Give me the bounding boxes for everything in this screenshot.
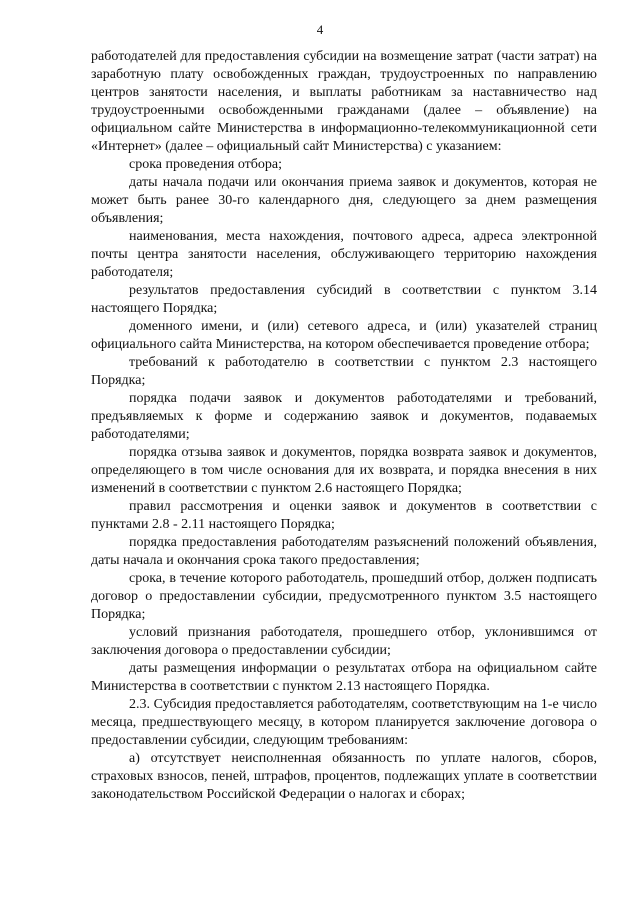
paragraph: правил рассмотрения и оценки заявок и документов в соответствии с пунктами 2.8 - 2.11 настоящего Порядка; <box>91 499 597 532</box>
paragraph: работодателей для предоставления субсидии на возмещение затрат (части затрат) на заработную плату освобожденных граждан, трудоустроенных по направлению центров занятости населения, и выплаты работникам за наставничество над трудоустроенными освобожденными гражданами (далее – объявление) на официальном сайте Министерства в информационно-телекоммуникационной сети «Интернет» (далее – официальный сайт Министерства) с указанием: <box>91 49 597 154</box>
paragraph: результатов предоставления субсидий в соответствии с пунктом 3.14 настоящего Порядка; <box>91 283 597 316</box>
paragraph: порядка подачи заявок и документов работодателями и требований, предъявляемых к форме и содержанию заявок и документов, подаваемых работодателями; <box>91 391 597 442</box>
paragraph: доменного имени, и (или) сетевого адреса, и (или) указателей страниц официального сайта Министерства, на котором обеспечивается проведение отбора; <box>91 319 597 352</box>
paragraph: 2.3. Субсидия предоставляется работодателям, соответствующим на 1-е число месяца, предшествующего месяцу, в котором планируется заключение договора о предоставлении субсидии, следующим требованиям: <box>91 697 597 748</box>
paragraph: порядка отзыва заявок и документов, порядка возврата заявок и документов, определяющего в том числе основания для их возврата, и порядка внесения в них изменений в соответствии с пунктом 2.6 настоящего Порядка; <box>91 445 597 496</box>
page-number: 4 <box>316 22 324 37</box>
paragraph: даты размещения информации о результатах отбора на официальном сайте Министерства в соответствии с пунктом 2.13 настоящего Порядка. <box>91 661 597 694</box>
paragraph: даты начала подачи или окончания приема заявок и документов, которая не может быть ранее 30-го календарного дня, следующего за днем размещения объявления; <box>91 175 597 226</box>
paragraph: условий признания работодателя, прошедшего отбор, уклонившимся от заключения договора о предоставлении субсидии; <box>91 625 597 658</box>
paragraph: а) отсутствует неисполненная обязанность по уплате налогов, сборов, страховых взносов, пеней, штрафов, процентов, подлежащих уплате в соответствии законодательством Российской Федерации о налогах и сборах; <box>91 751 597 802</box>
paragraph: требований к работодателю в соответствии с пунктом 2.3 настоящего Порядка; <box>91 355 597 388</box>
paragraph: наименования, места нахождения, почтового адреса, адреса электронной почты центра занятости населения, обслуживающего территорию нахождения работодателя; <box>91 229 597 280</box>
paragraph: срока, в течение которого работодатель, прошедший отбор, должен подписать договор о предоставлении субсидии, предусмотренного пунктом 3.5 настоящего Порядка; <box>91 571 597 622</box>
document-body <box>91 48 597 804</box>
paragraph: порядка предоставления работодателям разъяснений положений объявления, даты начала и окончания срока такого предоставления; <box>91 535 597 568</box>
paragraph: срока проведения отбора; <box>129 157 282 172</box>
